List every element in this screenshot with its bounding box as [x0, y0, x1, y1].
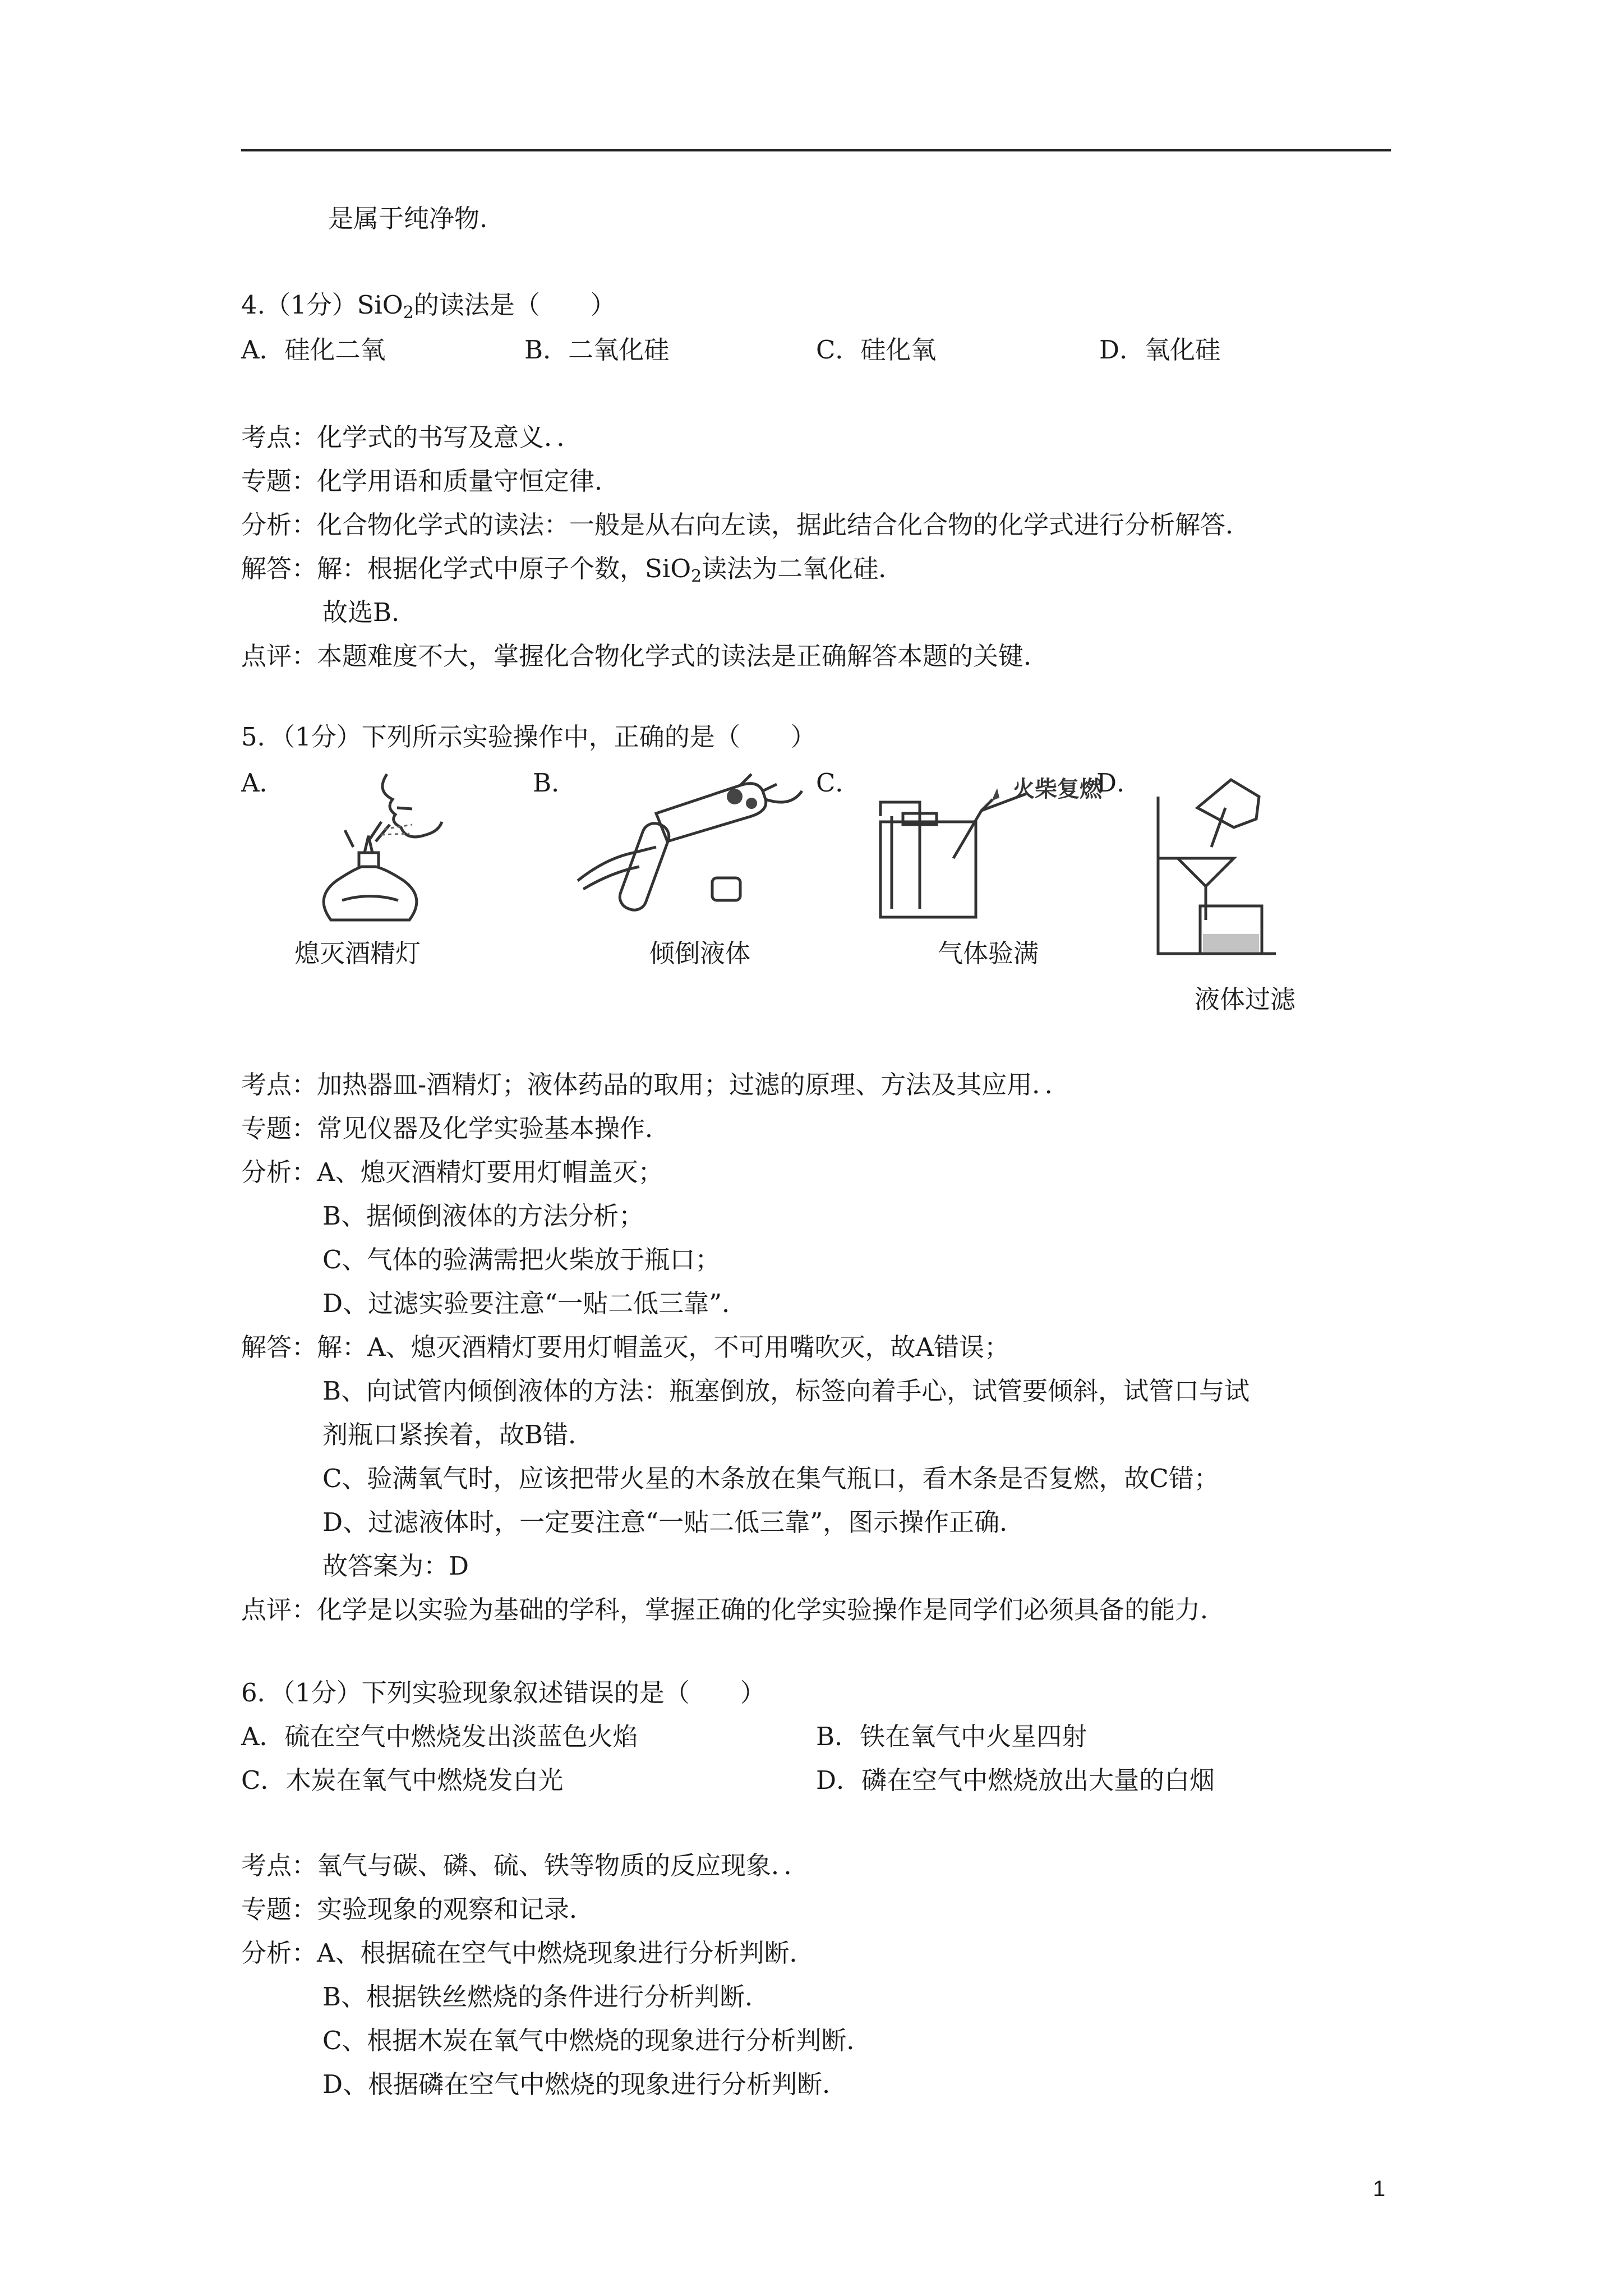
q4-option-d: D．氧化硅	[1099, 335, 1221, 365]
figure-extinguish-lamp	[292, 769, 460, 926]
continued-line: 是属于纯净物.	[328, 204, 488, 233]
figure-pour-liquid	[572, 769, 808, 914]
q6-option-c: C．木炭在氧气中燃烧发白光	[241, 1765, 564, 1795]
header-rule	[241, 149, 1391, 151]
q5-jieda-5: D、过滤液体时，一定要注意“一贴二低三靠”，图示操作正确．	[322, 1507, 1025, 1537]
figure-filtration	[1144, 774, 1284, 959]
q5-fenxi-3: C、气体的验满需把火柴放于瓶口；	[322, 1245, 721, 1274]
q6-zhuanti: 专题：实验现象的观察和记录．	[241, 1894, 595, 1924]
figure-c-label: 火柴复燃	[1012, 776, 1102, 802]
q4-answer: 故选B．	[322, 597, 417, 627]
q4-zhuanti: 专题：化学用语和质量守恒定律．	[241, 466, 620, 496]
q5-dianping: 点评：化学是以实验为基础的学科，掌握正确的化学实验操作是同学们必须具备的能力．	[241, 1595, 1226, 1625]
q5-jieda-1: 解答：解：A、熄灭酒精灯要用灯帽盖灭，不可用嘴吹灭，故A错误；	[241, 1332, 1009, 1362]
q6-stem: 6．（1分）下列实验现象叙述错误的是（ ）	[241, 1678, 766, 1708]
q5-answer: 故答案为：D	[322, 1551, 469, 1581]
q5-jieda-3: 剂瓶口紧挨着，故B错．	[322, 1420, 594, 1450]
caption-extinguish-lamp: 熄灭酒精灯	[294, 938, 421, 968]
q5-label-d: D．	[1096, 768, 1142, 798]
q4-stem: 4.（1分）SiO$_2$的读法是（ ）	[241, 290, 616, 323]
q4-fenxi: 分析：化合物化学式的读法：一般是从右向左读，据此结合化合物的化学式进行分析解答．	[241, 510, 1251, 540]
q4-kaodian: 考点：化学式的书写及意义．．	[241, 422, 582, 452]
q6-fenxi-3: C、根据木炭在氧气中燃烧的现象进行分析判断．	[322, 2026, 872, 2055]
q5-fenxi-4: D、过滤实验要注意“一贴二低三靠”．	[322, 1289, 748, 1318]
q4-option-c: C．硅化氧	[816, 335, 937, 365]
caption-pour-liquid: 倾倒液体	[649, 938, 751, 968]
q5-kaodian: 考点：加热器皿-酒精灯；液体药品的取用；过滤的原理、方法及其应用．．	[241, 1070, 1070, 1099]
q5-zhuanti: 专题：常见仪器及化学实验基本操作．	[241, 1114, 671, 1143]
q5-jieda-2: B、向试管内倾倒液体的方法：瓶塞倒放，标签向着手心，试管要倾斜，试管口与试	[322, 1376, 1250, 1406]
q4-dianping: 点评：本题难度不大，掌握化合物化学式的读法是正确解答本题的关键．	[241, 641, 1049, 671]
q4-option-a: A．硅化二氧	[241, 335, 386, 365]
q5-stem: 5．（1分）下列所示实验操作中，正确的是（ ）	[241, 722, 816, 752]
q6-fenxi-1: 分析：A、根据硫在空气中燃烧现象进行分析判断．	[241, 1938, 815, 1968]
q5-fenxi-1: 分析：A、熄灭酒精灯要用灯帽盖灭；	[241, 1157, 663, 1187]
q6-fenxi-2: B、根据铁丝燃烧的条件进行分析判断．	[322, 1982, 771, 2012]
q6-fenxi-4: D、根据磷在空气中燃烧的现象进行分析判断．	[322, 2069, 848, 2099]
caption-gas-full-test: 气体验满	[938, 938, 1039, 968]
q5-label-b: B．	[533, 768, 577, 798]
q6-kaodian: 考点：氧气与碳、磷、硫、铁等物质的反应现象．．	[241, 1851, 809, 1880]
q6-option-a: A．硫在空气中燃烧发出淡蓝色火焰	[241, 1722, 638, 1751]
q5-label-c: C．	[816, 768, 861, 798]
q5-label-a: A．	[241, 768, 285, 798]
q4-jieda: 解答：解：根据化学式中原子个数，SiO$_2$读法为二氧化硅．	[241, 554, 904, 586]
figure-gas-full-test	[869, 769, 1105, 920]
q6-option-d: D．磷在空气中燃烧放出大量的白烟	[816, 1765, 1215, 1795]
page-number: 1	[1373, 2177, 1386, 2201]
q5-jieda-4: C、验满氧气时，应该把带火星的木条放在集气瓶口，看木条是否复燃，故C错；	[322, 1464, 1219, 1493]
q5-fenxi-2: B、据倾倒液体的方法分析；	[322, 1201, 644, 1231]
q4-option-b: B．二氧化硅	[524, 335, 670, 365]
caption-filtration: 液体过滤	[1195, 984, 1296, 1014]
q6-option-b: B．铁在氧气中火星四射	[816, 1722, 1087, 1751]
